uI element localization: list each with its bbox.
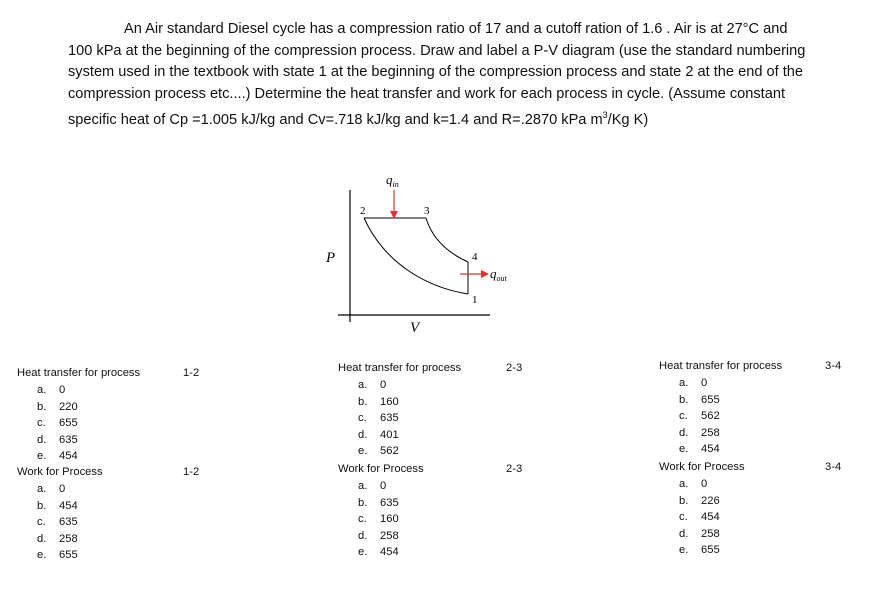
option-value: 655 <box>59 549 78 561</box>
answer-option[interactable] <box>358 396 399 408</box>
question-block-1-2 <box>17 367 217 567</box>
answer-option[interactable] <box>37 483 65 495</box>
q-out-subscript: out <box>496 274 507 283</box>
answer-option[interactable] <box>679 427 720 439</box>
option-value: 655 <box>59 417 78 429</box>
answer-option[interactable] <box>37 500 78 512</box>
option-letter: e. <box>37 549 47 561</box>
option-value: 454 <box>701 511 720 523</box>
option-value: 562 <box>380 445 399 457</box>
answer-option[interactable] <box>679 410 720 422</box>
option-value: 160 <box>380 395 399 408</box>
answer-option[interactable] <box>358 497 399 509</box>
work-label: Work for Process <box>17 466 103 478</box>
process-label: 2-3 <box>506 362 523 374</box>
process-label: 3-4 <box>825 461 842 473</box>
option-letter: a. <box>37 483 47 495</box>
option-value: 635 <box>380 412 399 424</box>
option-value: 258 <box>59 532 78 545</box>
pv-diagram-svg <box>318 170 507 336</box>
state-label-1: 1 <box>472 294 478 306</box>
option-letter: b. <box>358 395 368 408</box>
q-out-label <box>490 266 508 283</box>
option-value: 655 <box>701 393 720 406</box>
answer-option[interactable] <box>358 429 399 441</box>
option-letter: d. <box>679 527 689 540</box>
answer-option[interactable] <box>679 544 720 556</box>
answer-option[interactable] <box>679 511 720 523</box>
option-letter: a. <box>358 379 368 391</box>
option-letter: d. <box>679 426 689 439</box>
option-letter: e. <box>358 445 368 457</box>
option-letter: e. <box>679 443 689 455</box>
work-label: Work for Process <box>338 463 424 475</box>
answer-option[interactable] <box>37 434 78 446</box>
answer-option[interactable] <box>679 478 707 490</box>
option-value: 635 <box>59 516 78 528</box>
problem-statement <box>68 19 810 131</box>
option-value: 454 <box>701 443 720 455</box>
answer-option[interactable] <box>679 394 720 406</box>
option-letter: d. <box>37 532 47 545</box>
option-value: 0 <box>59 483 66 495</box>
question-block-2-3 <box>338 362 538 562</box>
option-letter: e. <box>679 544 689 556</box>
option-value: 562 <box>701 410 720 422</box>
answer-option[interactable] <box>37 384 65 396</box>
answer-option[interactable] <box>358 530 399 542</box>
q-in-label <box>386 172 399 189</box>
state-label-2: 2 <box>360 205 366 217</box>
option-letter: b. <box>37 400 47 413</box>
answer-option[interactable] <box>37 549 78 561</box>
answer-option[interactable] <box>37 533 78 545</box>
option-value: 0 <box>701 478 708 490</box>
process-label: 1-2 <box>183 466 200 478</box>
state-label-3: 3 <box>424 205 430 217</box>
answer-option[interactable] <box>358 480 386 492</box>
option-letter: c. <box>37 516 46 528</box>
answer-option[interactable] <box>679 528 720 540</box>
state-label-4: 4 <box>472 251 478 263</box>
option-value: 0 <box>59 384 66 396</box>
option-letter: c. <box>679 511 688 523</box>
option-value: 635 <box>59 433 78 446</box>
option-value: 0 <box>380 480 387 492</box>
process-label: 1-2 <box>183 367 200 379</box>
option-value: 655 <box>701 544 720 556</box>
option-value: 160 <box>380 513 399 525</box>
option-letter: d. <box>37 433 47 446</box>
option-value: 454 <box>59 499 78 512</box>
heat-transfer-label: Heat transfer for process <box>659 360 783 372</box>
work-label: Work for Process <box>659 461 745 473</box>
question-block-3-4 <box>659 360 859 560</box>
option-letter: d. <box>358 529 368 542</box>
heat-transfer-label: Heat transfer for process <box>338 362 462 374</box>
axis-label-p: P <box>326 250 336 266</box>
q-in-main: q <box>386 172 393 187</box>
answer-option[interactable] <box>37 516 78 528</box>
option-letter: d. <box>358 428 368 441</box>
option-value: 258 <box>701 426 720 439</box>
option-letter: e. <box>358 546 368 558</box>
process-label: 2-3 <box>506 463 523 475</box>
option-letter: a. <box>679 377 689 389</box>
axis-label-v: V <box>410 320 420 336</box>
process-1-2-curve <box>364 218 468 294</box>
heat-transfer-label: Heat transfer for process <box>17 367 141 379</box>
answer-option[interactable] <box>37 450 78 462</box>
answer-option[interactable] <box>358 513 399 525</box>
option-letter: c. <box>679 410 688 422</box>
answer-option[interactable] <box>358 546 399 558</box>
answer-option[interactable] <box>358 445 399 457</box>
option-letter: b. <box>679 393 689 406</box>
option-value: 0 <box>380 379 387 391</box>
process-label: 3-4 <box>825 360 842 372</box>
process-3-4-curve <box>426 218 468 262</box>
option-letter: c. <box>358 412 367 424</box>
option-letter: b. <box>679 494 689 507</box>
q-in-subscript: in <box>392 180 399 189</box>
answer-option[interactable] <box>679 377 707 389</box>
option-letter: b. <box>358 496 368 509</box>
answer-option[interactable] <box>679 443 720 455</box>
option-value: 226 <box>701 494 720 507</box>
option-letter: e. <box>37 450 47 462</box>
option-value: 635 <box>380 496 399 509</box>
option-value: 258 <box>701 527 720 540</box>
answer-option[interactable] <box>37 417 78 429</box>
option-letter: b. <box>37 499 47 512</box>
option-letter: c. <box>358 513 367 525</box>
option-letter: a. <box>358 480 368 492</box>
problem-text: An Air standard Diesel cycle has a compression ratio of 17 and a cutoff ration of 1.6 . Air is at 27°C and 100 kPa at the beginning of the compression process. Draw and label a P-V diagram (use the standard numbering system used in the textbook with state 1 at the beginning of the compression process and state 2 at the end of the compression process etc....) Determine the heat transfer and work for each process in cycle. (Assume constant specific heat of Cp =1.005 kJ/kg and Cv=.718 kJ/kg and k=1.4 and R=.2870 kPa m <box>68 21 806 128</box>
option-value: 401 <box>380 428 399 441</box>
option-value: 0 <box>701 377 708 389</box>
option-letter: c. <box>37 417 46 429</box>
option-value: 454 <box>380 546 399 558</box>
option-value: 258 <box>380 529 399 542</box>
answer-option[interactable] <box>679 495 720 507</box>
pv-diagram <box>318 170 507 340</box>
problem-text-end: /Kg K) <box>607 111 649 128</box>
option-letter: a. <box>679 478 689 490</box>
option-value: 220 <box>59 400 78 413</box>
q-out-main: q <box>490 266 497 281</box>
option-value: 454 <box>59 450 78 462</box>
answer-option[interactable] <box>358 412 399 424</box>
answer-option[interactable] <box>37 401 78 413</box>
answer-option[interactable] <box>358 379 386 391</box>
option-letter: a. <box>37 384 47 396</box>
problem-superscript: 3 <box>602 110 608 120</box>
